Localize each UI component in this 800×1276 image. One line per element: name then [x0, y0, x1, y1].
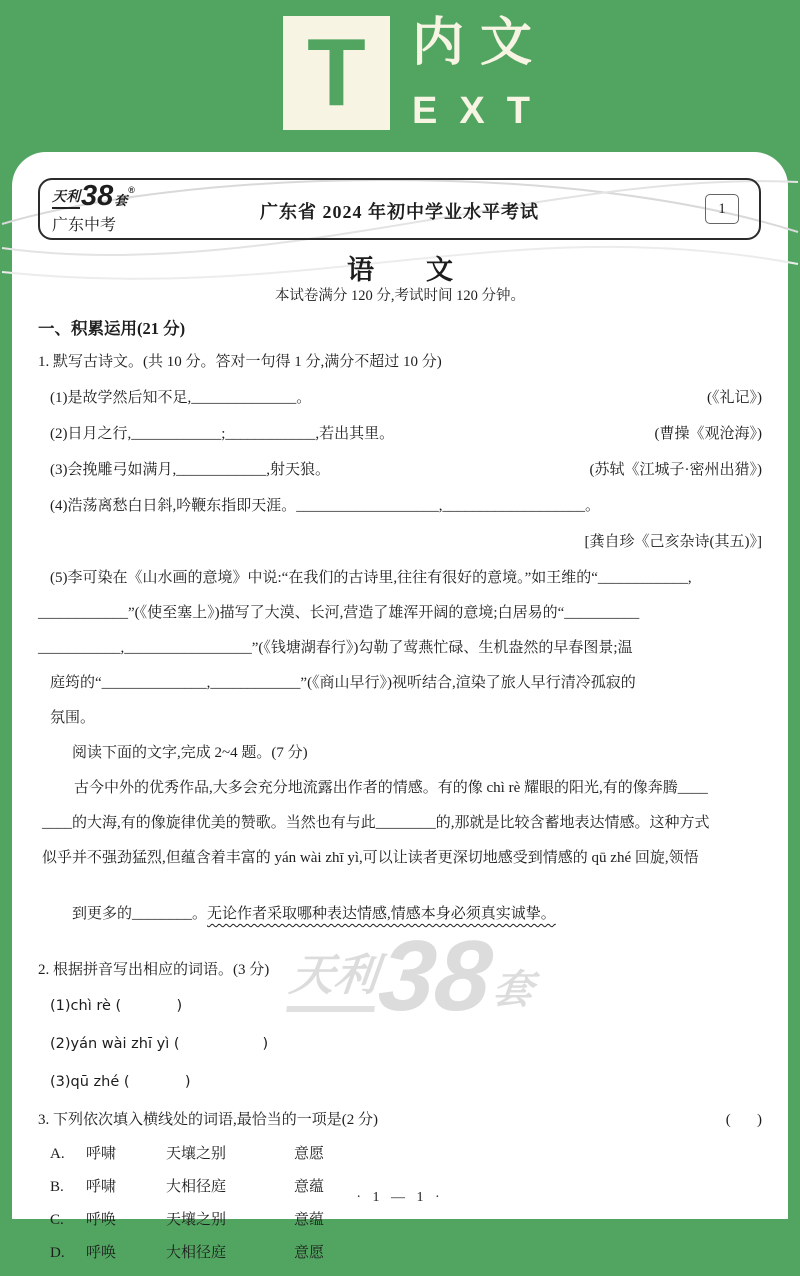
choice-d-word-3: 意愿 [294, 1245, 325, 1261]
q1-item-5-line-2: ____________”(《使至塞上》)描写了大漠、长河,营造了雄浑开阔的意境;白居易的“__________ [38, 605, 640, 621]
q2-item-2: (2)yán wài zhī yì ( ) [50, 1036, 269, 1052]
q3-answer-blank: ( ) [725, 1112, 762, 1128]
q1-item-3-text: (3)会挽雕弓如满月,____________,射天狼。 [50, 462, 330, 478]
passage-line-2: ____的大海,有的像旋律优美的赞歌。当然也有与此________的,那就是比较含蓄地表达情感。这种方式 [42, 815, 710, 831]
paper-header-box [38, 178, 761, 240]
passage-line-3: 似乎并不强劲猛烈,但蕴含着丰富的 yán wài zhī yì,可以让读者更深切地感受到情感的 qū zhé 回旋,领悟 [42, 850, 699, 866]
q1-item-2-text: (2)日月之行,____________;____________,若出其里。 [50, 426, 395, 442]
t-letter: T [307, 19, 366, 126]
choice-row-c [38, 1210, 762, 1231]
choice-d-label: D. [50, 1245, 65, 1261]
choice-c-word-2: 天壤之别 [166, 1212, 227, 1228]
q1-item-4-attribution: [龚自珍《己亥杂诗(其五)》] [584, 534, 762, 550]
choice-d-word-1: 呼唤 [86, 1245, 117, 1261]
q2-item-1: (1)chì rè ( ) [50, 998, 183, 1014]
choice-a-word-2: 天壤之别 [166, 1146, 227, 1162]
passage-line-1: 古今中外的优秀作品,大多会充分地流露出作者的情感。有的像 chì rè 耀眼的阳光,有的像奔腾____ [74, 780, 708, 796]
question-1-stem: 1. 默写古诗文。(共 10 分。答对一句得 1 分,满分不超过 10 分) [38, 354, 442, 370]
logo-column [412, 16, 552, 130]
q2-item-3: (3)qū zhé ( ) [50, 1074, 191, 1090]
q1-item-1-text: (1)是故学然后知不足,______________。 [50, 390, 312, 406]
logo-en-text: EXT [412, 90, 552, 132]
exam-subtitle: 本试卷满分 120 分,考试时间 120 分钟。 [274, 288, 526, 304]
logo-cn-text: 内文 [412, 14, 549, 72]
brand-tianli-text: 天利 [52, 186, 80, 209]
registered-mark-icon: ® [128, 184, 135, 195]
reading-passage [38, 778, 762, 946]
exam-content [38, 318, 762, 1276]
question-3-stem: 3. 下列依次填入横线处的词语,最恰当的一项是(2 分) [38, 1112, 378, 1128]
q1-item-2 [38, 424, 762, 445]
reading-intro: 阅读下面的文字,完成 2~4 题。(7 分) [72, 745, 308, 761]
page-number-box: 1 [705, 194, 739, 224]
choice-b-label: B. [50, 1179, 64, 1195]
choice-c-label: C. [50, 1212, 64, 1228]
brand-subtitle: 广东中考 [52, 216, 117, 234]
choice-row-a [38, 1144, 762, 1165]
q1-item-5-line-5: 氛围。 [50, 710, 96, 726]
choice-c-word-1: 呼唤 [86, 1212, 117, 1228]
q1-item-4 [38, 496, 762, 517]
exam-paper [12, 152, 788, 1261]
exam-subject-title: 语文 [347, 255, 505, 285]
page-footer: · 1 — 1 · [356, 1190, 444, 1205]
choice-b-word-3: 意蕴 [294, 1179, 325, 1195]
q1-item-2-source: (曹操《观沧海》) [654, 426, 762, 442]
q1-item-3 [38, 460, 762, 481]
q1-item-4-text: (4)浩荡离愁白日斜,吟鞭东指即天涯。___________________,___________________。 [50, 498, 600, 514]
passage-line-4-normal: 到更多的________。 [72, 906, 208, 922]
choice-a-word-1: 呼啸 [86, 1146, 117, 1162]
watermark-cn: 天利 [286, 954, 380, 1012]
paper-title: 广东省 2024 年初中学业水平考试 [260, 202, 539, 222]
question-3-stem-row [38, 1110, 762, 1131]
choice-a-label: A. [50, 1146, 65, 1162]
passage-line-4-wavy-underlined: 无论作者采取哪种表达情感,情感本身必须真实诚挚。 [207, 906, 556, 922]
choice-c-word-3: 意蕴 [294, 1212, 325, 1228]
banner [0, 0, 800, 152]
choice-d-word-2: 大相径庭 [166, 1245, 227, 1261]
choice-b-word-2: 大相径庭 [166, 1179, 227, 1195]
choice-row-d [38, 1243, 762, 1264]
q1-item-5-line-4: 庭筠的“______________,____________”(《商山早行》)视听结合,渲染了旅人早行清冷孤寂的 [50, 675, 636, 691]
q1-item-1 [38, 388, 762, 409]
q1-item-5-line-3: ___________,_________________”(《钱塘湖春行》)勾勒了莺燕忙碌、生机盎然的早春图景;温 [38, 640, 633, 656]
q1-item-5-line-1: (5)李可染在《山水画的意境》中说:“在我们的古诗里,往往有很好的意境。”如王维的“____________, [50, 570, 692, 586]
choice-a-word-3: 意愿 [294, 1146, 325, 1162]
brand-tao-text: 套 [114, 192, 128, 208]
text-logo [283, 16, 552, 130]
question-2-stem: 2. 根据拼音写出相应的词语。(3 分) [38, 962, 270, 978]
t-box-icon [283, 16, 390, 130]
choice-b-word-1: 呼啸 [86, 1179, 117, 1195]
watermark-tao: 套 [490, 968, 536, 1012]
q1-item-3-source: (苏轼《江城子·密州出猎》) [589, 462, 762, 478]
passage-line-4 [42, 883, 762, 946]
watermark-38: 38 [374, 920, 498, 1032]
brand-38-text: 38 [81, 180, 114, 212]
section-1-heading: 一、积累运用(21 分) [38, 319, 186, 338]
q1-item-1-source: (《礼记》) [707, 390, 762, 406]
